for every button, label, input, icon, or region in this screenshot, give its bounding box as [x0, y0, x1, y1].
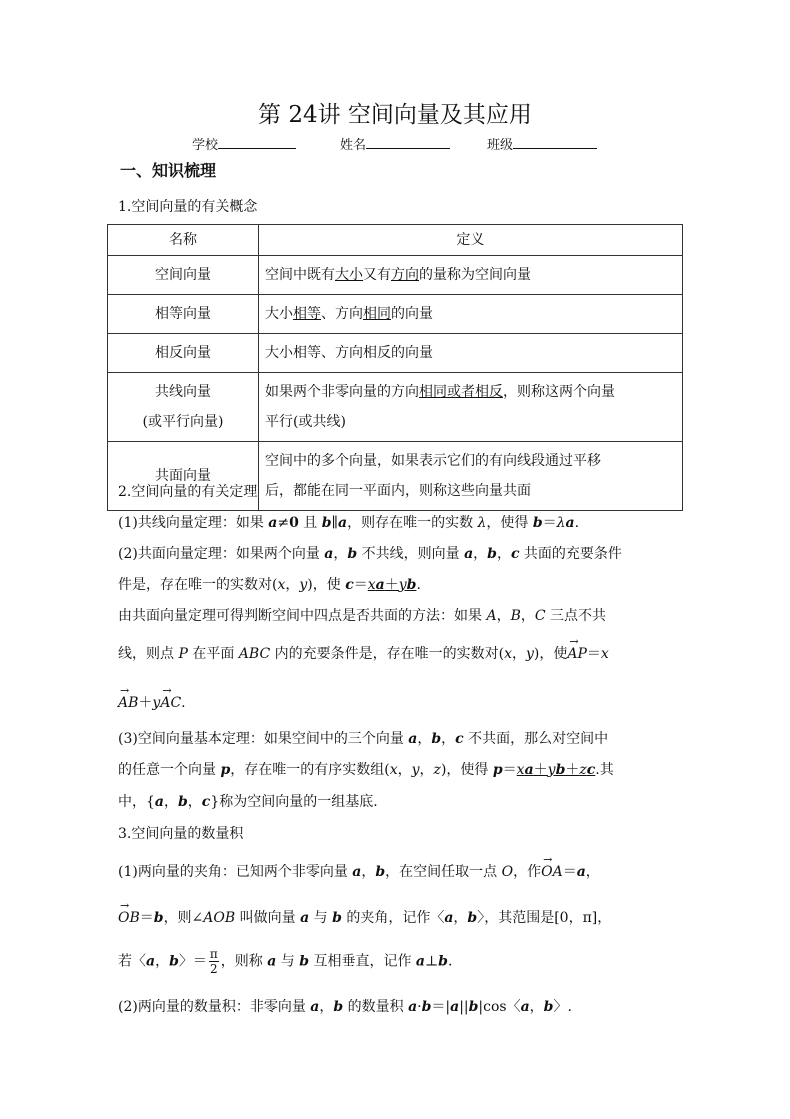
dot-product-line: (2)两向量的数量积：非零向量 a，b 的数量积 a·b＝|a||b|cos〈a，b〉. — [118, 999, 572, 1015]
row-name: 相等向量 — [108, 295, 259, 334]
table-row — [108, 373, 683, 442]
angle-line1: (1)两向量的夹角：已知两个非零向量 a，b，在空间任取一点 O，作→ OA＝a， — [118, 861, 600, 881]
table-header-row — [108, 225, 683, 256]
school-blank[interactable] — [218, 134, 296, 149]
row-definition: 空间中既有大小又有方向的量称为空间向量 — [259, 256, 683, 295]
row-definition: 大小相等、方向相反的向量 — [259, 334, 683, 373]
four-points-line3: → AB＋y→ AC. — [118, 692, 186, 712]
collinear-theorem: (1)共线向量定理：如果 a≠0 且 b∥a，则存在唯一的实数 λ，使得 b＝λa. — [118, 515, 580, 531]
coplanar-theorem-line1: (2)共面向量定理：如果两个向量 a，b 不共线，则向量 a，b，c 共面的充要条件 — [118, 546, 622, 562]
subheading-theorems: 2.空间向量的有关定理 — [118, 484, 258, 500]
basis-theorem-line2: 的任意一个向量 p，存在唯一的有序实数组(x，y，z)，使得 p＝xa＋yb＋zc.其 — [118, 762, 614, 778]
subheading-dot-product: 3.空间向量的数量积 — [118, 826, 244, 842]
name-label: 姓名 — [340, 138, 367, 153]
class-label: 班级 — [487, 138, 514, 153]
four-points-line1: 由共面向量定理可得判断空间中四点是否共面的方法：如果 A，B，C 三点不共 — [118, 608, 607, 624]
concepts-table — [107, 224, 683, 511]
row-name: 相反向量 — [108, 334, 259, 373]
table-row — [108, 256, 683, 295]
table-row — [108, 295, 683, 334]
row-name: 空间向量 — [108, 256, 259, 295]
subheading-concepts: 1.空间向量的有关概念 — [118, 199, 258, 215]
row-definition: 大小相等、方向相同的向量 — [259, 295, 683, 334]
row-name: 共线向量 (或平行向量) — [108, 373, 259, 442]
row-definition: 空间中的多个向量，如果表示它们的有向线段通过平移 后，都能在同一平面内，则称这些向量共面 — [259, 442, 683, 511]
section-heading: 一、知识梳理 — [120, 161, 217, 180]
class-field — [487, 134, 597, 153]
row-name: 共面向量 — [108, 442, 259, 511]
angle-line2: → OB＝b，则∠AOB 叫做向量 a 与 b 的夹角，记作〈a，b〉，其范围是[0，π]， — [118, 907, 611, 927]
header-name: 名称 — [108, 225, 259, 256]
school-label: 学校 — [192, 138, 219, 153]
school-field — [192, 134, 296, 153]
header-definition: 定义 — [259, 225, 683, 256]
name-blank[interactable] — [366, 134, 450, 149]
row-definition: 如果两个非零向量的方向相同或者相反，则称这两个向量 平行(或共线) — [259, 373, 683, 442]
four-points-line2: 线，则点 P 在平面 ABC 内的充要条件是，存在唯一的实数对(x，y)，使→ AP＝x — [118, 643, 609, 663]
page-title: 第 24讲 空间向量及其应用 — [258, 102, 532, 128]
class-blank[interactable] — [513, 134, 597, 149]
table-row — [108, 334, 683, 373]
basis-theorem-line3: 中，{a，b，c}称为空间向量的一组基底. — [118, 794, 378, 810]
angle-line3: 若〈a，b〉＝ $\frac{\pi}{2}$ ，则称 a 与 b 互相垂直，记作 a⊥b. — [118, 947, 453, 976]
coplanar-theorem-line2: 件是，存在唯一的实数对(x，y)，使 c＝xa＋yb. — [118, 577, 421, 593]
name-field — [340, 134, 450, 153]
basis-theorem-line1: (3)空间向量基本定理：如果空间中的三个向量 a，b，c 不共面，那么对空间中 — [118, 731, 609, 747]
